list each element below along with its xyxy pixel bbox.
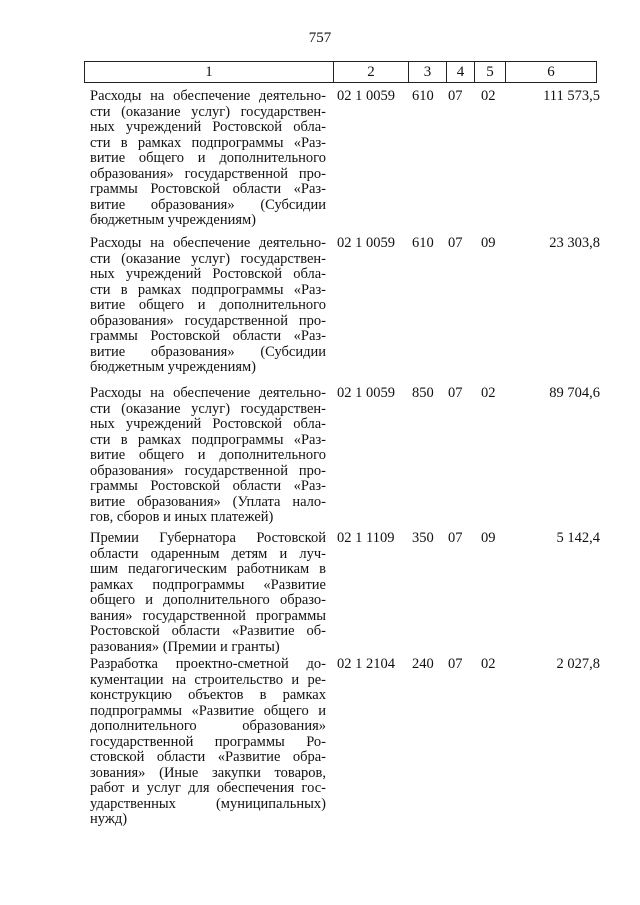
description-line: нужд) <box>90 811 128 827</box>
description-line: сти в рамках подпрограммы «Раз- <box>90 134 326 151</box>
amount: 23 303,8 <box>549 235 600 251</box>
table-row <box>84 657 606 828</box>
subsection-code: 02 <box>481 385 496 401</box>
description-line: работ и услуг для обеспечения гос- <box>90 780 326 796</box>
description-line: шим педагогическим работникам в <box>90 561 326 577</box>
page-number: 757 <box>308 30 332 46</box>
description-line: Расходы на обеспечение деятельно- <box>90 385 326 401</box>
table-row <box>84 386 606 526</box>
description-line: ных учреждений Ростовской обла- <box>90 416 326 432</box>
description-line: сти (оказание услуг) государствен- <box>90 400 326 417</box>
section-code: 07 <box>448 235 463 251</box>
row-description <box>90 531 326 655</box>
description-line: образования» государственной про- <box>90 312 326 329</box>
description-line: ных учреждений Ростовской обла- <box>90 266 326 282</box>
description-line: сти в рамках подпрограммы «Раз- <box>90 431 326 448</box>
expense-type-code: 610 <box>412 235 434 251</box>
table-row <box>84 236 606 376</box>
table-header <box>84 61 597 83</box>
description-line: подпрограммы «Развитие общего и <box>90 702 326 719</box>
description-line: сти (оказание услуг) государствен- <box>90 250 326 267</box>
section-code: 07 <box>448 385 463 401</box>
description-line: бюджетным учреждениям) <box>90 212 257 228</box>
amount: 2 027,8 <box>556 656 600 672</box>
description-line: образования» государственной про- <box>90 165 326 182</box>
description-line: граммы Ростовской области «Раз- <box>90 328 326 344</box>
target-article-code: 02 1 0059 <box>337 88 395 104</box>
target-article-code: 02 1 2104 <box>337 656 395 672</box>
expense-type-code: 350 <box>412 530 434 546</box>
column-header-2: 2 <box>334 62 409 83</box>
description-line: вания» государственной программы <box>90 607 326 624</box>
row-description <box>90 236 326 376</box>
target-article-code: 02 1 0059 <box>337 385 395 401</box>
description-line: конструкцию объектов в рамках <box>90 687 326 703</box>
expense-type-code: 850 <box>412 385 434 401</box>
description-line: Расходы на обеспечение деятельно- <box>90 235 326 251</box>
description-line: Ростовской области «Развитие об- <box>90 623 326 639</box>
description-line: государственной программы Ро- <box>90 733 326 750</box>
section-code: 07 <box>448 88 463 104</box>
description-line: кументации на строительство и ре- <box>90 671 326 688</box>
description-line: витие образования» (Субсидии <box>90 343 326 360</box>
description-line: витие образования» (Субсидии <box>90 196 326 213</box>
description-line: ных учреждений Ростовской обла- <box>90 119 326 135</box>
column-header-4: 4 <box>447 62 475 83</box>
description-line: ударственных (муниципальных) <box>90 795 326 812</box>
amount: 89 704,6 <box>549 385 600 401</box>
column-header-6: 6 <box>506 62 597 83</box>
description-line: витие общего и дополнительного <box>90 150 326 166</box>
description-line: сти (оказание услуг) государствен- <box>90 103 326 120</box>
description-line: граммы Ростовской области «Раз- <box>90 181 326 197</box>
subsection-code: 02 <box>481 656 496 672</box>
description-line: Расходы на обеспечение деятельно- <box>90 88 326 104</box>
description-line: витие общего и дополнительного <box>90 447 326 463</box>
description-line: витие образования» (Уплата нало- <box>90 493 326 510</box>
column-header-5: 5 <box>475 62 506 83</box>
description-line: рамках подпрограммы «Развитие <box>90 576 326 593</box>
section-code: 07 <box>448 530 463 546</box>
target-article-code: 02 1 0059 <box>337 235 395 251</box>
column-header-1: 1 <box>85 62 334 83</box>
amount: 5 142,4 <box>556 530 600 546</box>
expense-type-code: 610 <box>412 88 434 104</box>
amount: 111 573,5 <box>543 88 600 104</box>
description-line: общего и дополнительного образо- <box>90 592 326 608</box>
expense-type-code: 240 <box>412 656 434 672</box>
description-line: стовской области «Развитие обра- <box>90 749 326 765</box>
description-line: сти в рамках подпрограммы «Раз- <box>90 281 326 298</box>
description-line: зования» (Иные закупки товаров, <box>90 764 326 781</box>
row-description <box>90 657 326 828</box>
column-header-3: 3 <box>409 62 447 83</box>
subsection-code: 09 <box>481 235 496 251</box>
target-article-code: 02 1 1109 <box>337 530 395 546</box>
description-line: гов, сборов и иных платежей) <box>90 509 274 525</box>
description-line: бюджетным учреждениям) <box>90 359 257 375</box>
section-code: 07 <box>448 656 463 672</box>
table-row <box>84 531 606 655</box>
description-line: Разработка проектно-сметной до- <box>90 656 326 672</box>
row-description <box>90 89 326 229</box>
table-row <box>84 89 606 229</box>
description-line: дополнительного образования» <box>90 718 326 734</box>
description-line: образования» государственной про- <box>90 462 326 479</box>
description-line: Премии Губернатора Ростовской <box>90 530 326 546</box>
description-line: витие общего и дополнительного <box>90 297 326 313</box>
description-line: области одаренным детям и луч- <box>90 545 326 562</box>
subsection-code: 02 <box>481 88 496 104</box>
row-description <box>90 386 326 526</box>
description-line: разования» (Премии и гранты) <box>90 638 280 655</box>
description-line: граммы Ростовской области «Раз- <box>90 478 326 494</box>
subsection-code: 09 <box>481 530 496 546</box>
